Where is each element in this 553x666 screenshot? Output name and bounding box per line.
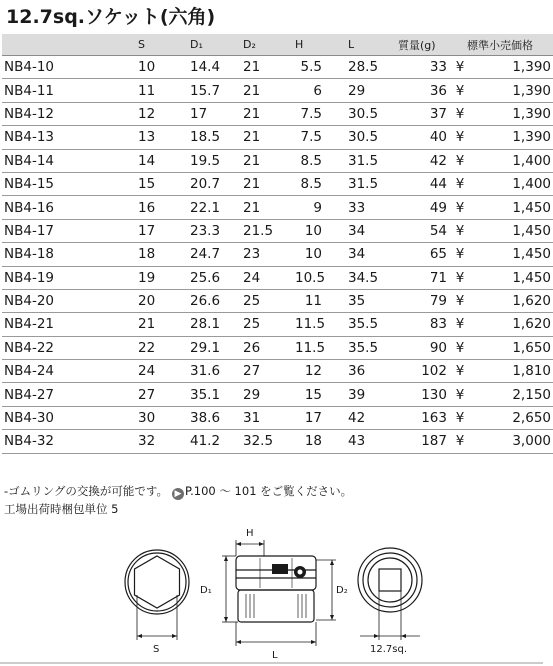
cell-currency: ¥ bbox=[453, 360, 467, 383]
cell-model: NB4-12 bbox=[2, 102, 138, 125]
cell-price: 1,450 bbox=[467, 219, 553, 242]
cell-l: 33 bbox=[348, 196, 398, 219]
cell-h: 9 bbox=[295, 196, 348, 219]
cell-d2: 26 bbox=[243, 336, 295, 359]
col-header-d2: D₂ bbox=[243, 34, 295, 56]
cell-h: 7.5 bbox=[295, 102, 348, 125]
cell-weight: 54 bbox=[398, 219, 453, 242]
cell-s: 30 bbox=[138, 406, 190, 429]
cell-price: 1,450 bbox=[467, 196, 553, 219]
page-title: 12.7sq.ソケット(六角) bbox=[6, 6, 216, 28]
table-row bbox=[2, 79, 553, 102]
cell-l: 36 bbox=[348, 360, 398, 383]
cell-d1: 14.4 bbox=[190, 56, 243, 79]
cell-d1: 29.1 bbox=[190, 336, 243, 359]
cell-s: 14 bbox=[138, 149, 190, 172]
cell-model: NB4-32 bbox=[2, 430, 138, 453]
cell-s: 21 bbox=[138, 313, 190, 336]
cell-currency: ¥ bbox=[453, 102, 467, 125]
cell-currency: ¥ bbox=[453, 172, 467, 195]
table-row bbox=[2, 196, 553, 219]
cell-d1: 15.7 bbox=[190, 79, 243, 102]
cell-weight: 83 bbox=[398, 313, 453, 336]
cell-model: NB4-13 bbox=[2, 126, 138, 149]
cell-h: 18 bbox=[295, 430, 348, 453]
cell-weight: 42 bbox=[398, 149, 453, 172]
cell-s: 20 bbox=[138, 289, 190, 312]
table-row bbox=[2, 266, 553, 289]
cell-h: 11.5 bbox=[295, 336, 348, 359]
cell-d2: 21 bbox=[243, 196, 295, 219]
note-rubber-ring-text: -ゴムリングの交換が可能です。 bbox=[4, 484, 168, 498]
cell-s: 32 bbox=[138, 430, 190, 453]
cell-h: 10 bbox=[295, 219, 348, 242]
page-reference-arrow-icon: ▶ bbox=[172, 488, 184, 500]
cell-l: 31.5 bbox=[348, 172, 398, 195]
cell-s: 22 bbox=[138, 336, 190, 359]
cell-l: 28.5 bbox=[348, 56, 398, 79]
col-header-h: H bbox=[295, 34, 348, 56]
cell-weight: 79 bbox=[398, 289, 453, 312]
cell-model: NB4-11 bbox=[2, 79, 138, 102]
cell-d2: 25 bbox=[243, 289, 295, 312]
cell-weight: 163 bbox=[398, 406, 453, 429]
cell-model: NB4-17 bbox=[2, 219, 138, 242]
table-header-row bbox=[2, 34, 553, 56]
cell-price: 1,650 bbox=[467, 336, 553, 359]
cell-s: 16 bbox=[138, 196, 190, 219]
cell-l: 30.5 bbox=[348, 126, 398, 149]
cell-h: 8.5 bbox=[295, 149, 348, 172]
cell-price: 1,390 bbox=[467, 56, 553, 79]
cell-d1: 35.1 bbox=[190, 383, 243, 406]
cell-h: 17 bbox=[295, 406, 348, 429]
cell-d1: 23.3 bbox=[190, 219, 243, 242]
cell-currency: ¥ bbox=[453, 196, 467, 219]
cell-d1: 20.7 bbox=[190, 172, 243, 195]
cell-s: 15 bbox=[138, 172, 190, 195]
cell-price: 1,400 bbox=[467, 149, 553, 172]
table-row bbox=[2, 149, 553, 172]
cell-d1: 17 bbox=[190, 102, 243, 125]
label-s: S bbox=[153, 644, 160, 655]
cell-h: 7.5 bbox=[295, 126, 348, 149]
table-row bbox=[2, 336, 553, 359]
cell-s: 27 bbox=[138, 383, 190, 406]
cell-model: NB4-16 bbox=[2, 196, 138, 219]
notes bbox=[4, 482, 352, 518]
col-header-s: S bbox=[138, 34, 190, 56]
table-row bbox=[2, 56, 553, 79]
cell-l: 42 bbox=[348, 406, 398, 429]
cell-weight: 65 bbox=[398, 243, 453, 266]
note-packing-unit: 工場出荷時梱包単位 5 bbox=[4, 502, 119, 516]
table-row bbox=[2, 289, 553, 312]
col-header-d1: D₁ bbox=[190, 34, 243, 56]
cell-l: 29 bbox=[348, 79, 398, 102]
cell-weight: 36 bbox=[398, 79, 453, 102]
cell-s: 17 bbox=[138, 219, 190, 242]
socket-side-view-icon bbox=[222, 540, 336, 646]
cell-d2: 21 bbox=[243, 149, 295, 172]
note-page-reference: P.100 ～ 101 をご覧ください。 bbox=[185, 484, 353, 498]
cell-s: 11 bbox=[138, 79, 190, 102]
cell-price: 1,400 bbox=[467, 172, 553, 195]
cell-l: 35.5 bbox=[348, 336, 398, 359]
cell-currency: ¥ bbox=[453, 336, 467, 359]
cell-weight: 90 bbox=[398, 336, 453, 359]
cell-model: NB4-21 bbox=[2, 313, 138, 336]
table-row bbox=[2, 126, 553, 149]
table-row bbox=[2, 360, 553, 383]
cell-currency: ¥ bbox=[453, 219, 467, 242]
cell-weight: 130 bbox=[398, 383, 453, 406]
cell-d1: 22.1 bbox=[190, 196, 243, 219]
cell-d1: 38.6 bbox=[190, 406, 243, 429]
cell-h: 15 bbox=[295, 383, 348, 406]
cell-weight: 44 bbox=[398, 172, 453, 195]
cell-l: 39 bbox=[348, 383, 398, 406]
cell-price: 2,650 bbox=[467, 406, 553, 429]
cell-d2: 25 bbox=[243, 313, 295, 336]
cell-model: NB4-14 bbox=[2, 149, 138, 172]
cell-h: 10.5 bbox=[295, 266, 348, 289]
cell-currency: ¥ bbox=[453, 149, 467, 172]
cell-s: 13 bbox=[138, 126, 190, 149]
cell-d2: 21 bbox=[243, 126, 295, 149]
cell-d2: 21 bbox=[243, 102, 295, 125]
col-header-price: 標準小売価格 bbox=[467, 34, 553, 56]
cell-h: 10 bbox=[295, 243, 348, 266]
cell-l: 43 bbox=[348, 430, 398, 453]
cell-d2: 21 bbox=[243, 79, 295, 102]
cell-s: 19 bbox=[138, 266, 190, 289]
cell-l: 34 bbox=[348, 243, 398, 266]
cell-d2: 21 bbox=[243, 172, 295, 195]
cell-price: 1,810 bbox=[467, 360, 553, 383]
cell-model: NB4-19 bbox=[2, 266, 138, 289]
table-row bbox=[2, 102, 553, 125]
col-header-weight: 質量(g) bbox=[398, 34, 453, 56]
label-d2: D₂ bbox=[336, 585, 348, 596]
square-drive-end-view-icon bbox=[358, 548, 422, 640]
cell-currency: ¥ bbox=[453, 383, 467, 406]
table-row bbox=[2, 219, 553, 242]
cell-price: 1,620 bbox=[467, 289, 553, 312]
cell-model: NB4-24 bbox=[2, 360, 138, 383]
cell-d1: 26.6 bbox=[190, 289, 243, 312]
col-header-currency bbox=[453, 34, 467, 56]
col-header-l: L bbox=[348, 34, 398, 56]
cell-model: NB4-27 bbox=[2, 383, 138, 406]
table-row bbox=[2, 406, 553, 429]
cell-currency: ¥ bbox=[453, 406, 467, 429]
cell-model: NB4-10 bbox=[2, 56, 138, 79]
table-row bbox=[2, 313, 553, 336]
cell-d1: 41.2 bbox=[190, 430, 243, 453]
cell-l: 34 bbox=[348, 219, 398, 242]
table-row bbox=[2, 172, 553, 195]
cell-d2: 27 bbox=[243, 360, 295, 383]
cell-weight: 40 bbox=[398, 126, 453, 149]
cell-weight: 71 bbox=[398, 266, 453, 289]
label-l: L bbox=[272, 650, 278, 661]
cell-weight: 37 bbox=[398, 102, 453, 125]
col-header-model bbox=[2, 34, 138, 56]
cell-d1: 19.5 bbox=[190, 149, 243, 172]
cell-l: 31.5 bbox=[348, 149, 398, 172]
cell-s: 10 bbox=[138, 56, 190, 79]
cell-l: 35 bbox=[348, 289, 398, 312]
cell-currency: ¥ bbox=[453, 126, 467, 149]
cell-weight: 49 bbox=[398, 196, 453, 219]
table-row bbox=[2, 383, 553, 406]
cell-d2: 21 bbox=[243, 56, 295, 79]
cell-l: 30.5 bbox=[348, 102, 398, 125]
cell-currency: ¥ bbox=[453, 243, 467, 266]
cell-d2: 24 bbox=[243, 266, 295, 289]
cell-d2: 32.5 bbox=[243, 430, 295, 453]
cell-d1: 28.1 bbox=[190, 313, 243, 336]
cell-price: 1,620 bbox=[467, 313, 553, 336]
cell-model: NB4-18 bbox=[2, 243, 138, 266]
cell-currency: ¥ bbox=[453, 79, 467, 102]
cell-d1: 24.7 bbox=[190, 243, 243, 266]
cell-price: 1,390 bbox=[467, 102, 553, 125]
cell-h: 12 bbox=[295, 360, 348, 383]
cell-model: NB4-22 bbox=[2, 336, 138, 359]
cell-h: 8.5 bbox=[295, 172, 348, 195]
hex-end-view-icon bbox=[125, 550, 189, 640]
cell-currency: ¥ bbox=[453, 289, 467, 312]
cell-h: 6 bbox=[295, 79, 348, 102]
label-h: H bbox=[246, 528, 254, 539]
cell-currency: ¥ bbox=[453, 430, 467, 453]
spec-table bbox=[2, 34, 553, 454]
cell-h: 11 bbox=[295, 289, 348, 312]
cell-price: 1,390 bbox=[467, 126, 553, 149]
table-row bbox=[2, 430, 553, 453]
cell-d1: 18.5 bbox=[190, 126, 243, 149]
cell-price: 1,450 bbox=[467, 266, 553, 289]
label-drive-size: 12.7sq. bbox=[370, 644, 408, 655]
cell-s: 18 bbox=[138, 243, 190, 266]
cell-d2: 31 bbox=[243, 406, 295, 429]
cell-d2: 21.5 bbox=[243, 219, 295, 242]
cell-price: 2,150 bbox=[467, 383, 553, 406]
cell-h: 11.5 bbox=[295, 313, 348, 336]
socket-dimension-diagram bbox=[0, 520, 543, 666]
cell-s: 12 bbox=[138, 102, 190, 125]
cell-currency: ¥ bbox=[453, 266, 467, 289]
cell-d1: 31.6 bbox=[190, 360, 243, 383]
label-d1: D₁ bbox=[200, 585, 212, 596]
table-row bbox=[2, 243, 553, 266]
cell-s: 24 bbox=[138, 360, 190, 383]
cell-l: 35.5 bbox=[348, 313, 398, 336]
cell-d2: 29 bbox=[243, 383, 295, 406]
cell-price: 1,450 bbox=[467, 243, 553, 266]
cell-weight: 187 bbox=[398, 430, 453, 453]
cell-l: 34.5 bbox=[348, 266, 398, 289]
cell-currency: ¥ bbox=[453, 56, 467, 79]
cell-model: NB4-15 bbox=[2, 172, 138, 195]
table-body bbox=[2, 56, 553, 454]
note-rubber-ring bbox=[4, 482, 352, 500]
cell-d1: 25.6 bbox=[190, 266, 243, 289]
cell-d2: 23 bbox=[243, 243, 295, 266]
cell-weight: 102 bbox=[398, 360, 453, 383]
cell-weight: 33 bbox=[398, 56, 453, 79]
cell-currency: ¥ bbox=[453, 313, 467, 336]
cell-model: NB4-30 bbox=[2, 406, 138, 429]
cell-model: NB4-20 bbox=[2, 289, 138, 312]
cell-price: 1,390 bbox=[467, 79, 553, 102]
cell-price: 3,000 bbox=[467, 430, 553, 453]
cell-h: 5.5 bbox=[295, 56, 348, 79]
